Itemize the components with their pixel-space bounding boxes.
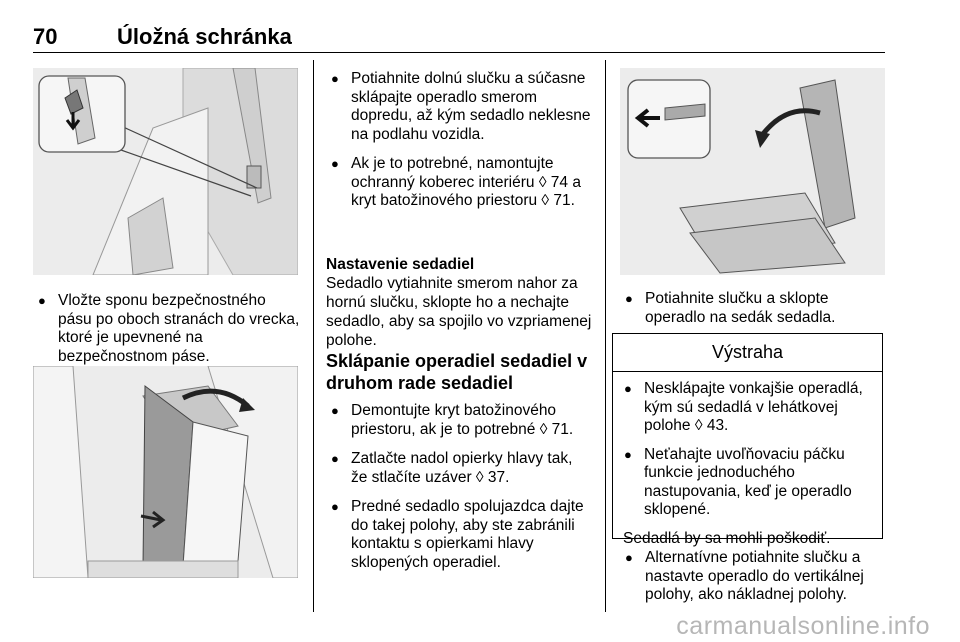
bullet-icon: ● bbox=[331, 156, 339, 171]
list-item: ● Zatlačte nadol opierky hlavy tak, že stlačíte uzáver ◊ 37. bbox=[331, 450, 573, 486]
warning-list bbox=[613, 372, 882, 520]
list-item: ● Potiahnite dolnú slučku a súčasne sklápajte operadlo smerom dopredu, až kým sedadlo neklesne na podlahu vozidla. bbox=[331, 70, 591, 143]
list-item: ● Neťahajte uvoľňovaciu páčku funkcie jednoduchého nastupovania, keď je operadlo sklopené. bbox=[624, 445, 852, 518]
column-divider-left bbox=[313, 60, 314, 612]
list-item: ● Vložte sponu bezpečnostného pásu po oboch stranách do vrecka, ktoré je upevnené na bezpečnostnom páse. bbox=[38, 292, 300, 365]
list-item: ● Potiahnite slučku a sklopte operadlo na sedák sedadla. bbox=[625, 290, 836, 326]
list-item: ● Ak je to potrebné, namontujte ochranný koberec interiéru ◊ 74 a kryt batožinového priestoru ◊ 71. bbox=[331, 155, 581, 209]
page-header bbox=[33, 24, 885, 53]
bullet-icon: ● bbox=[331, 451, 339, 466]
bullet-icon: ● bbox=[624, 381, 632, 396]
bullet-icon: ● bbox=[38, 293, 46, 308]
figure-seatbelt-pocket bbox=[33, 68, 298, 275]
list-item: ● Alternatívne potiahnite slučku a nastavte operadlo do vertikálnej polohy, ako nákladnej polohy. bbox=[625, 549, 864, 603]
bullet-icon: ● bbox=[331, 403, 339, 418]
fold-heading: Sklápanie operadiel sedadiel v druhom rade sedadiel bbox=[326, 351, 588, 393]
watermark: carmanualsonline.info bbox=[676, 612, 930, 640]
figure-cargo-seat bbox=[33, 366, 298, 578]
adjust-heading: Nastavenie sedadiel bbox=[326, 256, 475, 273]
warning-note: Sedadlá by sa mohli poškodiť. bbox=[623, 529, 831, 547]
adjust-section bbox=[326, 255, 594, 350]
bullet-icon: ● bbox=[625, 550, 633, 565]
list-item: ● Nesklápajte vonkajšie operadlá, kým sú sedadlá v lehátkovej polohe ◊ 43. bbox=[624, 380, 863, 434]
middle-bullet-list-bottom bbox=[326, 402, 592, 583]
warning-title: Výstraha bbox=[613, 334, 882, 372]
bullet-icon: ● bbox=[625, 291, 633, 306]
column-divider-right bbox=[605, 60, 606, 612]
bullet-icon: ● bbox=[331, 71, 339, 86]
adjust-text: Sedadlo vytiahnite smerom nahor za hornú slučku, sklopte ho a nechajte sedadlo, aby sa spojilo vo vzpriamenej polohe. bbox=[326, 275, 592, 349]
second-row-seats-illustration bbox=[620, 68, 885, 275]
list-item: ● Demontujte kryt batožinového priestoru, ak je to potrebné ◊ 71. bbox=[331, 402, 574, 438]
list-item: ● Predné sedadlo spolujazdca dajte do takej polohy, aby ste zabránili kontaktu s opierkami hlavy sklopených operadiel. bbox=[331, 498, 584, 571]
page-number: 70 bbox=[33, 24, 58, 49]
figure-second-row-seats bbox=[620, 68, 885, 275]
right-bullet-list-top bbox=[620, 290, 886, 338]
left-bullet-list bbox=[33, 292, 301, 377]
middle-bullet-list-top bbox=[326, 70, 592, 222]
chapter-title: Úložná schránka bbox=[117, 24, 292, 49]
bullet-icon: ● bbox=[331, 499, 339, 514]
seatbelt-illustration bbox=[33, 68, 298, 275]
cargo-seat-illustration bbox=[33, 366, 298, 578]
bullet-icon: ● bbox=[624, 446, 632, 462]
warning-box bbox=[612, 333, 883, 547]
right-bullet-list-bottom bbox=[620, 549, 886, 616]
